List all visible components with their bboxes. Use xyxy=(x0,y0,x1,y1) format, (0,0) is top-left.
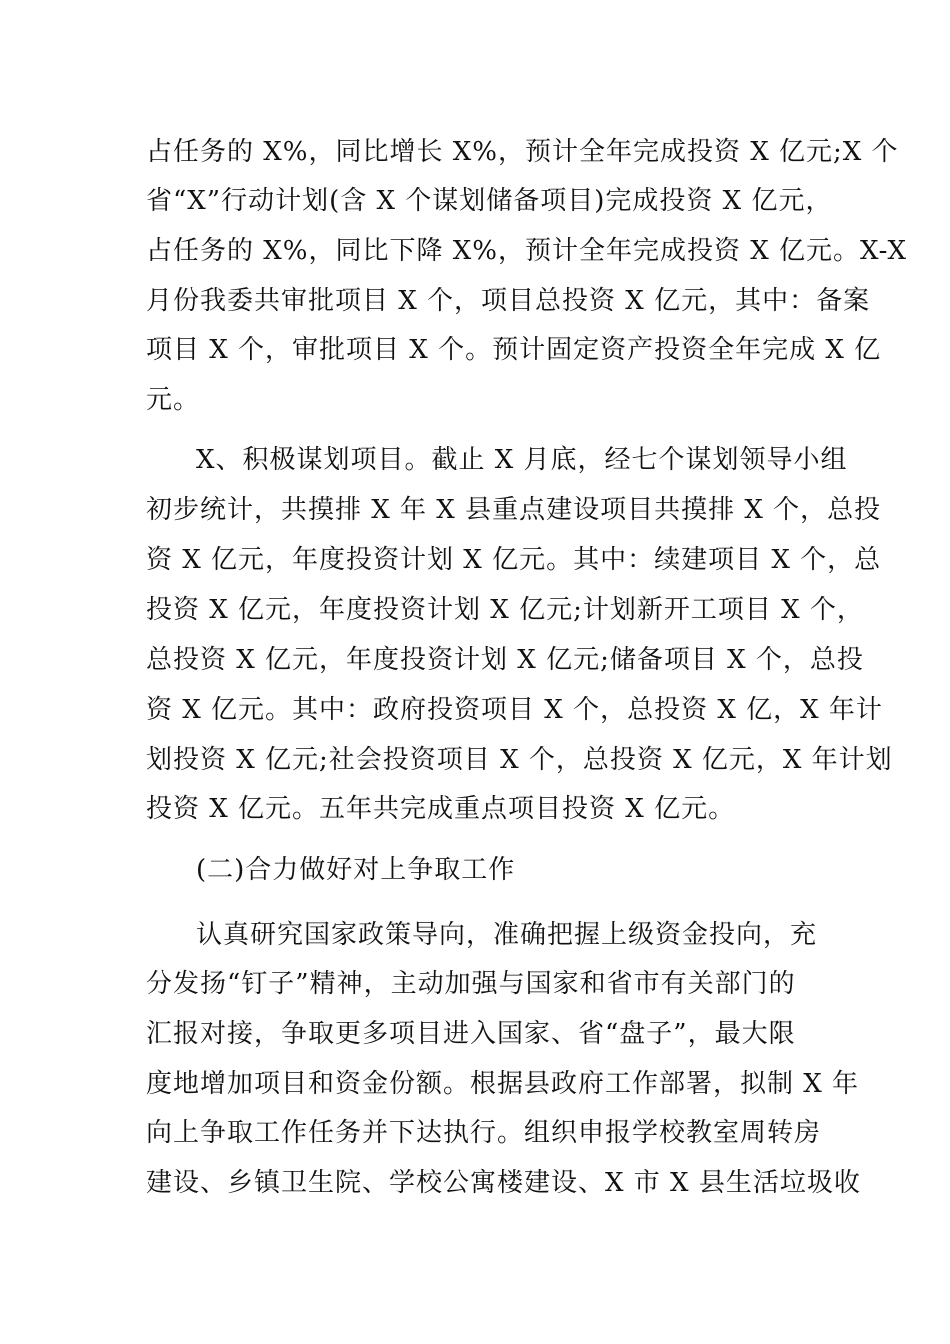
text-line: 投资 X 亿元，年度投资计划 X 亿元;计划新开工项目 X 个， xyxy=(146,595,864,625)
text-line: 划投资 X 亿元;社会投资项目 X 个，总投资 X 亿元，X 年计划 xyxy=(146,745,893,775)
text-line: 建设、乡镇卫生院、学校公寓楼建设、X 市 X 县生活垃圾收 xyxy=(146,1168,861,1198)
text-line: 初步统计，共摸排 X 年 X 县重点建设项目共摸排 X 个，总投 xyxy=(146,495,882,525)
text-line: 汇报对接，争取更多项目进入国家、省“盘子”，最大限 xyxy=(146,1019,796,1049)
text-line: 度地增加项目和资金份额。根据县政府工作部署，拟制 X 年 xyxy=(146,1069,860,1099)
paragraph-first-line: 认真研究国家政策导向，准确把握上级资金投向，充 xyxy=(196,920,818,950)
text-line: 省“X”行动计划(含 X 个谋划储备项目)完成投资 X 亿元， xyxy=(146,186,833,216)
text-line: 元。 xyxy=(146,385,201,415)
section-heading: (二)合力做好对上争取工作 xyxy=(196,855,516,885)
text-line: 占任务的 X%，同比增长 X%，预计全年完成投资 X 亿元;X 个 xyxy=(146,137,899,167)
text-line: 资 X 亿元。其中：政府投资项目 X 个，总投资 X 亿，X 年计 xyxy=(146,695,883,725)
text-line: 月份我委共审批项目 X 个，项目总投资 X 亿元，其中：备案 xyxy=(146,286,871,316)
text-line: 分发扬“钉子”精神，主动加强与国家和省市有关部门的 xyxy=(146,969,796,999)
text-line: 资 X 亿元，年度投资计划 X 亿元。其中：续建项目 X 个，总 xyxy=(146,545,882,575)
text-line: 向上争取工作任务并下达执行。组织申报学校教室周转房 xyxy=(146,1118,822,1148)
text-line: 投资 X 亿元。五年共完成重点项目投资 X 亿元。 xyxy=(146,794,736,824)
text-line: 总投资 X 亿元，年度投资计划 X 亿元;储备项目 X 个，总投 xyxy=(146,645,864,675)
paragraph-first-line: X、积极谋划项目。截止 X 月底，经七个谋划领导小组 xyxy=(196,445,848,475)
text-line: 占任务的 X%，同比下降 X%，预计全年完成投资 X 亿元。X-X xyxy=(146,236,907,266)
text-line: 项目 X 个，审批项目 X 个。预计固定资产投资全年完成 X 亿 xyxy=(146,335,882,365)
